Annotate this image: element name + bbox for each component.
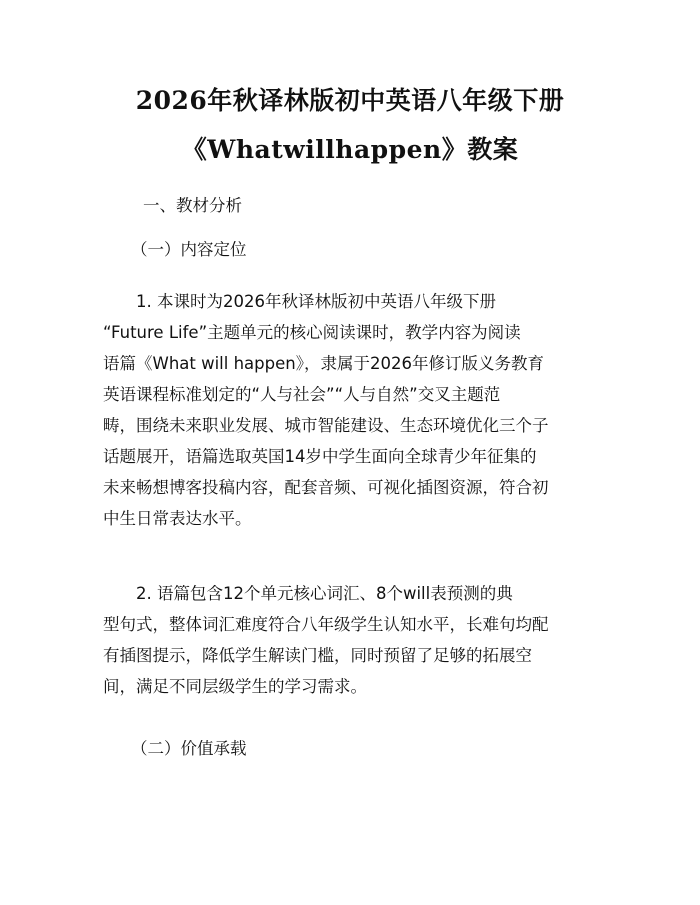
paragraph-1-line: 话题展开，语篇选取英国14岁中学生面向全球青少年征集的 (103, 447, 537, 466)
paragraph-1-line: 中生日常表达水平。 (103, 509, 252, 528)
paragraph-1-line: 语篇《What will happen》，隶属于2026年修订版义务教育 (103, 354, 544, 373)
paragraph-2-line: 间，满足不同层级学生的学习需求。 (103, 677, 367, 696)
paragraph-1-line: 未来畅想博客投稿内容，配套音频、可视化插图资源，符合初 (103, 478, 549, 497)
paragraph-1-line: 1. 本课时为2026年秋译林版初中英语八年级下册 (136, 292, 496, 311)
paragraph-1-line: “Future Life”主题单元的核心阅读课时，教学内容为阅读 (103, 323, 521, 342)
paragraph-1-line: 畴，围绕未来职业发展、城市智能建设、生态环境优化三个子 (103, 416, 549, 435)
subsection-heading-value-carrying: （二）价值承载 (131, 739, 247, 758)
paragraph-2-line: 有插图提示，降低学生解读门槛，同时预留了足够的拓展空 (103, 646, 532, 665)
paragraph-2-line: 型句式，整体词汇难度符合八年级学生认知水平，长难句均配 (103, 615, 549, 634)
document-title-line-1: 2026年秋译林版初中英语八年级下册 (135, 86, 565, 115)
paragraph-1 (103, 286, 603, 534)
document-title-line-2: 《Whatwillhappen》教案 (181, 135, 519, 164)
paragraph-2 (103, 578, 603, 702)
section-heading-textbook-analysis: 一、教材分析 (143, 196, 242, 215)
subsection-heading-content-positioning: （一）内容定位 (131, 240, 247, 259)
paragraph-2-line: 2. 语篇包含12个单元核心词汇、8个will表预测的典 (136, 584, 513, 603)
paragraph-1-line: 英语课程标准划定的“人与社会”“人与自然”交叉主题范 (103, 385, 501, 404)
